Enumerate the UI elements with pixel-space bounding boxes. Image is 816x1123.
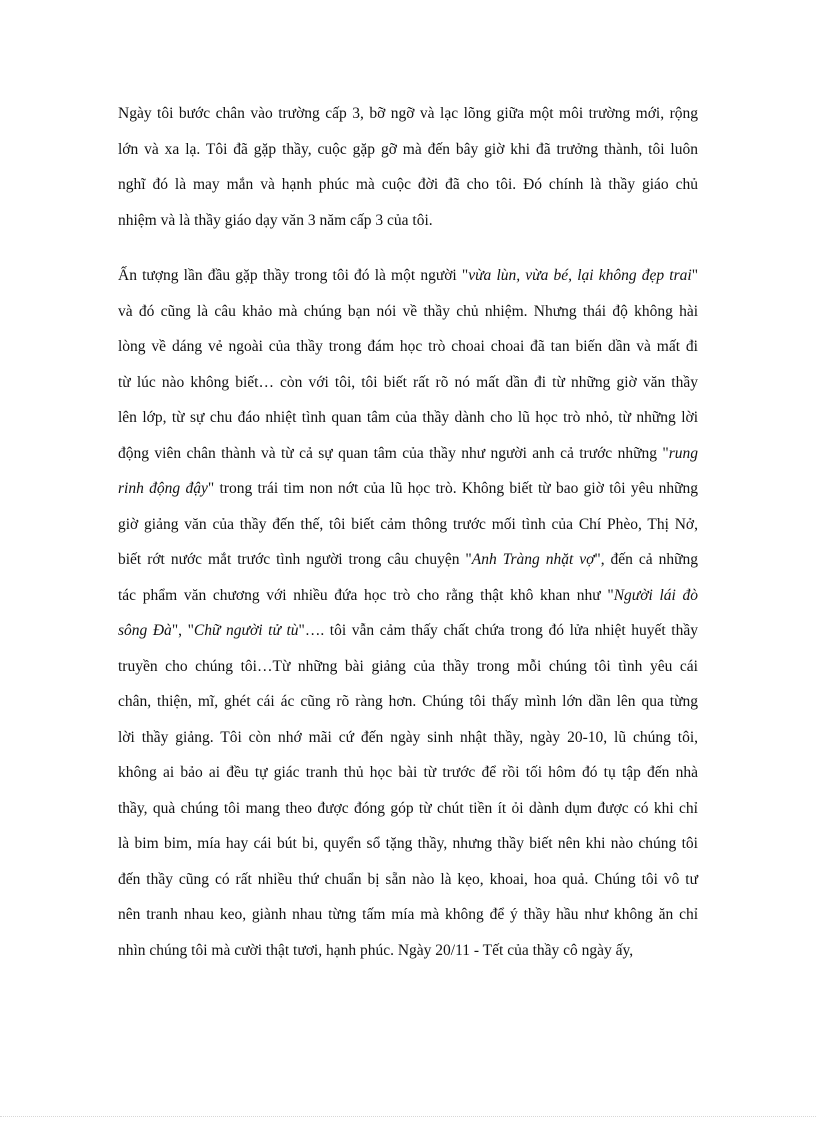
paragraph-line [118,613,698,649]
page-bottom-border [0,1116,816,1117]
paragraph-line: từ lúc nào không biết… còn với tôi, tôi biết rất rõ nó mất dần đi từ những giờ văn thầy [118,373,698,391]
paragraph-line: chân, thiện, mĩ, ghét cái ác cũng rõ ràng hơn. Chúng tôi thấy mình lớn dần lên qua từng [118,693,698,710]
paragraph-line: nên tranh nhau keo, giành nhau từng tấm mía mà không để ý thầy hầu như không ăn chỉ [118,906,698,923]
paragraph-line [118,436,698,472]
paragraph-line: lòng về dáng vẻ ngoài của thầy trong đám học trò choai choai đã tan biến dần và mất đi [118,338,698,355]
text-run: ", " [171,622,194,639]
paragraph-line: và đó cũng là câu khảo mà chúng bạn nói về thầy chủ nhiệm. Nhưng thái độ không hài [118,302,698,320]
paragraph-line [118,258,698,294]
paragraph-line: lời thầy giảng. Tôi còn nhớ mãi cứ đến ngày sinh nhật thầy, ngày 20-10, lũ chúng tôi, [118,728,698,746]
italic-quote: Anh Tràng nhặt vợ [471,551,595,568]
text-run: động viên chân thành và từ cả sự quan tâm của thầy như người anh cả trước những " [118,444,669,462]
paragraph-line [118,471,698,507]
paragraph-line: là bim bim, mía hay cái bút bi, quyển sổ tặng thầy, nhưng thầy biết nên khi nào chúng tôi [118,835,698,852]
italic-quote: rinh động đậy [118,480,208,497]
paragraph-line: lớn và xa lạ. Tôi đã gặp thầy, cuộc gặp gỡ mà đến bây giờ khi đã trưởng thành, tôi luôn [118,140,698,158]
paragraph-line: thầy, quà chúng tôi mang theo được đóng góp từ chút tiền ít ỏi dành dụm được có khi chỉ [118,799,698,817]
paragraph-line: nghĩ đó là may mắn và hạnh phúc mà cuộc đời đã cho tôi. Đó chính là thầy giáo chủ [118,176,698,193]
paragraph-line [118,542,698,578]
paragraph-line: không ai bảo ai đều tự giác tranh thủ học bài từ trước để rồi tối hôm đó tụ tập đến nhà [118,764,698,781]
text-run: Ấn tượng lần đầu gặp thầy trong tôi đó là một người " [118,267,469,284]
text-run: " [691,267,699,284]
italic-quote: rung [668,444,698,462]
text-run: " trong trái tim non nớt của lũ học trò. Không biết từ bao giờ tôi yêu những [207,480,698,497]
italic-quote: Chữ người tử tù [193,622,299,639]
paragraph-1 [118,96,698,238]
paragraph-line: truyền cho chúng tôi…Từ những bài giảng của thầy trong mỗi chúng tôi tình yêu cái [118,657,698,675]
paragraph-line: đến thầy cũng có rất nhiều thứ chuẩn bị sẵn nào là kẹo, khoai, hoa quả. Chúng tôi vô tư [118,870,698,888]
italic-quote: sông Đà [118,622,172,639]
italic-quote: Người lái đò [613,586,699,604]
italic-quote: vừa lùn, vừa bé, lại không đẹp trai [468,267,692,284]
paragraph-line: giờ giảng văn của thầy đến thế, tôi biết cảm thông trước mối tình của Chí Phèo, Thị Nở, [118,515,698,533]
text-run: biết rớt nước mắt trước tình người trong câu chuyện " [118,551,472,568]
paragraph-line: lên lớp, từ sự chu đáo nhiệt tình quan tâm của thầy dành cho lũ học trò nhỏ, từ những lời [118,409,698,426]
paragraph-line: nhìn chúng tôi mà cười thật tươi, hạnh phúc. Ngày 20/11 - Tết của thầy cô ngày ấy, [118,941,634,959]
paragraph-2 [118,258,698,968]
paragraph-line: Ngày tôi bước chân vào trường cấp 3, bỡ ngỡ và lạc lõng giữa một môi trường mới, rộng [118,105,698,122]
paragraph-line: nhiệm và là thầy giáo dạy văn 3 năm cấp 3 của tôi. [118,211,433,229]
paragraph-line [118,578,698,614]
text-run: ", đến cả những [594,551,698,568]
text-run: tác phẩm văn chương với nhiều đứa học trò cho rằng thật khô khan như " [118,586,614,604]
text-run: "…. tôi vẫn cảm thấy chất chứa trong đó lửa nhiệt huyết thầy [298,622,698,639]
